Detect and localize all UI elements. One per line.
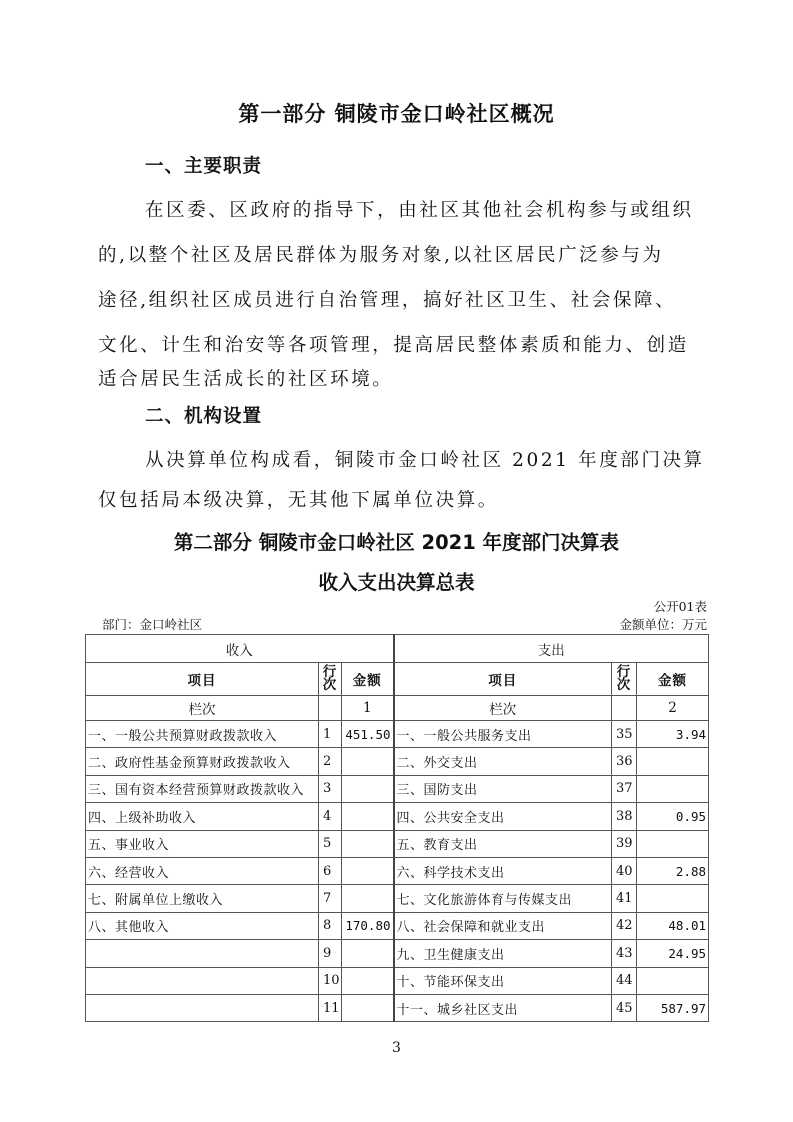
expense-header: 支出 [394, 635, 709, 663]
section2-line-1: 从决算单位构成看，铜陵市金口岭社区 2021 年度部门决算 [145, 450, 705, 471]
expense-amount-cell: 2.88 [637, 857, 709, 884]
income-line-cell: 3 [319, 775, 342, 802]
income-line-blank [319, 696, 342, 721]
income-column-label: 栏次 [86, 696, 319, 721]
income-amount-cell [342, 885, 394, 912]
expense-line-cell: 45 [612, 994, 637, 1021]
expense-amount-cell [637, 967, 709, 994]
income-item-cell: 三、国有资本经营预算财政拨款收入 [86, 775, 319, 802]
income-item-cell: 八、其他收入 [86, 912, 319, 939]
income-line-cell: 10 [319, 967, 342, 994]
section1-line-4: 文化、计生和治安等各项管理，提高居民整体素质和能力、创造 [98, 335, 689, 356]
income-line-cell: 4 [319, 803, 342, 830]
expense-item-cell: 六、科学技术支出 [394, 857, 612, 884]
section1-line-5: 适合居民生活成长的社区环境。 [98, 369, 394, 390]
income-expense-table [85, 634, 709, 1022]
page-number: 3 [392, 1040, 401, 1056]
income-item-cell [86, 967, 319, 994]
expense-line-cell: 38 [612, 803, 637, 830]
income-item-header: 项目 [86, 663, 319, 696]
part2-title: 第二部分 铜陵市金口岭社区 2021 年度部门决算表 [173, 531, 620, 554]
expense-line-cell: 39 [612, 830, 637, 857]
income-column-number: 1 [342, 696, 394, 721]
expense-amount-cell: 3.94 [637, 721, 709, 748]
income-line-cell: 6 [319, 857, 342, 884]
income-amount-cell: 170.80 [342, 912, 394, 939]
income-line-header: 行次 [319, 663, 342, 696]
expense-line-cell: 37 [612, 775, 637, 802]
income-line-cell: 9 [319, 940, 342, 967]
expense-item-cell: 九、卫生健康支出 [394, 940, 612, 967]
income-item-cell: 五、事业收入 [86, 830, 319, 857]
expense-amount-cell [637, 775, 709, 802]
expense-line-cell: 40 [612, 857, 637, 884]
income-item-cell [86, 940, 319, 967]
section1-line-2: 的,以整个社区及居民群体为服务对象,以社区居民广泛参与为 [98, 245, 664, 266]
section1-line-1: 在区委、区政府的指导下，由社区其他社会机构参与或组织 [145, 200, 694, 221]
expense-column-number: 2 [637, 696, 709, 721]
form-code: 公开01表 [653, 599, 707, 614]
income-item-cell: 七、附属单位上缴收入 [86, 885, 319, 912]
section1-heading: 一、主要职责 [145, 156, 263, 177]
table-row [86, 912, 709, 939]
expense-line-blank [612, 696, 637, 721]
income-amount-cell [342, 775, 394, 802]
expense-line-cell: 44 [612, 967, 637, 994]
income-amount-header: 金额 [342, 663, 394, 696]
expense-column-label: 栏次 [394, 696, 612, 721]
section2-line-2: 仅包括局本级决算，无其他下属单位决算。 [98, 490, 499, 511]
income-line-cell: 2 [319, 748, 342, 775]
expense-item-cell: 二、外交支出 [394, 748, 612, 775]
expense-item-cell: 五、教育支出 [394, 830, 612, 857]
expense-item-cell: 十一、城乡社区支出 [394, 994, 612, 1021]
income-item-cell: 二、政府性基金预算财政拨款收入 [86, 748, 319, 775]
income-amount-cell [342, 803, 394, 830]
table-row [86, 885, 709, 912]
section2-heading: 二、机构设置 [145, 406, 263, 427]
expense-amount-cell: 0.95 [637, 803, 709, 830]
expense-item-cell: 八、社会保障和就业支出 [394, 912, 612, 939]
expense-line-cell: 42 [612, 912, 637, 939]
income-line-cell: 7 [319, 885, 342, 912]
income-amount-cell [342, 857, 394, 884]
table-row [86, 830, 709, 857]
income-item-cell: 四、上级补助收入 [86, 803, 319, 830]
expense-line-cell: 43 [612, 940, 637, 967]
expense-amount-header: 金额 [637, 663, 709, 696]
expense-item-cell: 七、文化旅游体育与传媒支出 [394, 885, 612, 912]
income-item-cell [86, 994, 319, 1021]
table-header-row-3 [86, 696, 709, 721]
income-line-cell: 8 [319, 912, 342, 939]
table-row [86, 748, 709, 775]
income-amount-cell [342, 940, 394, 967]
part1-title: 第一部分 铜陵市金口岭社区概况 [238, 102, 555, 126]
income-item-cell: 一、一般公共预算财政拨款收入 [86, 721, 319, 748]
income-header: 收入 [86, 635, 394, 663]
income-item-cell: 六、经营收入 [86, 857, 319, 884]
income-amount-cell: 451.50 [342, 721, 394, 748]
table-row [86, 721, 709, 748]
expense-line-cell: 35 [612, 721, 637, 748]
expense-amount-cell [637, 830, 709, 857]
table-row [86, 940, 709, 967]
unit-label: 金额单位：万元 [619, 617, 707, 632]
table-title: 收入支出决算总表 [318, 571, 475, 594]
table-header-row-1 [86, 635, 709, 663]
expense-item-cell: 四、公共安全支出 [394, 803, 612, 830]
income-line-cell: 11 [319, 994, 342, 1021]
table-row [86, 994, 709, 1021]
expense-item-cell: 一、一般公共服务支出 [394, 721, 612, 748]
income-amount-cell [342, 994, 394, 1021]
table-row [86, 775, 709, 802]
income-line-cell: 1 [319, 721, 342, 748]
expense-amount-cell [637, 885, 709, 912]
expense-item-cell: 三、国防支出 [394, 775, 612, 802]
expense-line-header: 行次 [612, 663, 637, 696]
expense-line-cell: 36 [612, 748, 637, 775]
expense-line-cell: 41 [612, 885, 637, 912]
table-header-row-2 [86, 663, 709, 696]
section1-line-3: 途径,组织社区成员进行自治管理，搞好社区卫生、社会保障、 [98, 290, 677, 311]
table-row [86, 967, 709, 994]
income-line-cell: 5 [319, 830, 342, 857]
expense-amount-cell: 24.95 [637, 940, 709, 967]
table-row [86, 857, 709, 884]
expense-item-header: 项目 [394, 663, 612, 696]
expense-amount-cell: 48.01 [637, 912, 709, 939]
table-row [86, 803, 709, 830]
expense-item-cell: 十、节能环保支出 [394, 967, 612, 994]
expense-amount-cell [637, 748, 709, 775]
expense-amount-cell: 587.97 [637, 994, 709, 1021]
department-label: 部门：金口岭社区 [102, 617, 203, 632]
income-amount-cell [342, 967, 394, 994]
income-amount-cell [342, 748, 394, 775]
income-amount-cell [342, 830, 394, 857]
